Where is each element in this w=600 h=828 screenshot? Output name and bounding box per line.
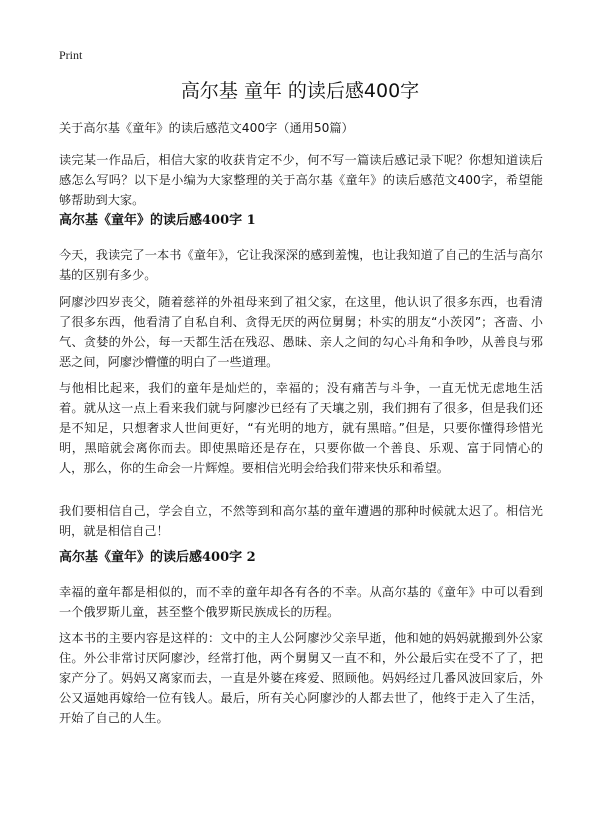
section-heading-1: 高尔基《童年》的读后感400字 1	[59, 213, 256, 228]
section-2-paragraph-1: 幸福的童年都是相似的，而不幸的童年却各有各的不幸。从高尔基的《童年》中可以看到一个俄罗斯儿童，甚至整个俄罗斯民族成长的历程。	[59, 585, 543, 619]
section-2-paragraph-2: 这本书的主要内容是这样的：文中的主人公阿廖沙父亲早逝，他和她的妈妈就搬到外公家住。外公非常讨厌阿廖沙，经常打他，两个舅舅又一直不和，外公最后实在受不了了，把家产分了。妈妈又离家而去，一直是外婆在疼爱、照顾他。妈妈经过几番风波回家后，外公又逼她再嫁给一位有钱人。最后，所有关心阿廖沙的人都去世了，他终于走入了生活，开始了自己的人生。	[59, 631, 543, 725]
section-1-paragraph-1: 今天，我读完了一本书《童年》，它让我深深的感到羞愧，也让我知道了自己的生活与高尔基的区别有多少。	[59, 248, 543, 282]
section-1-paragraph-2: 阿廖沙四岁丧父，随着慈祥的外祖母来到了祖父家，在这里，他认识了很多东西，也看清了很多东西，他看清了自私自利、贪得无厌的两位舅舅；朴实的朋友“小茨冈”；吝啬、小气、贪婪的外公，每一天都生活在残忍、愚昧、亲人之间的勾心斗角和争吵，从善良与邪恶之间，阿廖沙懵懂的明白了一些道理。	[59, 295, 543, 369]
page-title: 高尔基 童年 的读后感400字	[180, 80, 420, 102]
intro-paragraph: 读完某一作品后，相信大家的收获肯定不少，何不写一篇读后感记录下呢？你想知道读后感怎么写吗？以下是小编为大家整理的关于高尔基《童年》的读后感范文400字，希望能够帮助到大家。	[59, 153, 543, 207]
section-1-paragraph-3: 与他相比起来，我们的童年是灿烂的，幸福的；没有痛苦与斗争，一直无忧无虑地生活着。就从这一点上看来我们就与阿廖沙已经有了天壤之别，我们拥有了很多，但是我们还是不知足，只想奢求人世间更好，“有光明的地方，就有黑暗。”但是，只要你懂得珍惜光明，黑暗就会离你而去。即使黑暗还是存在，只要你做一个善良、乐观、富于同情心的人，那么，你的生命会一片辉煌。要相信光明会给我们带来快乐和希望。	[59, 381, 543, 475]
section-heading-2: 高尔基《童年》的读后感400字 2	[59, 550, 256, 565]
article-subtitle: 关于高尔基《童年》的读后感范文400字（通用50篇）	[59, 121, 354, 135]
section-1-paragraph-4: 我们要相信自己，学会自立，不然等到和高尔基的童年遭遇的那种时候就太迟了。相信光明，就是相信自己！	[59, 504, 543, 538]
print-link[interactable]: Print	[59, 48, 83, 62]
